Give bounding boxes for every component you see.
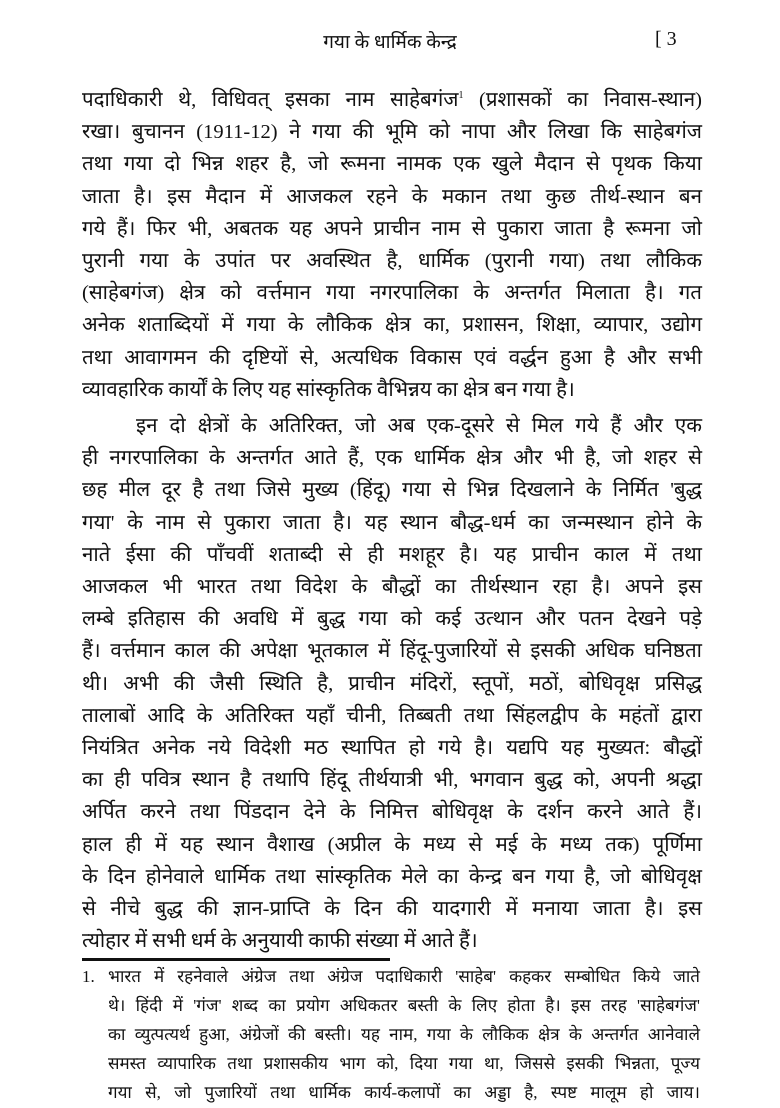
text-line: के दिन होनेवाले धार्मिक तथा सांस्कृतिक मेले का केन्द्र बन गया है, जो बोधिवृक्ष (82, 865, 702, 888)
text-line: पुरानी गया के उपांत पर अवस्थित है, धार्मिक (पुरानी गया) तथा लौकिक (82, 250, 702, 273)
text-line: नियंत्रित अनेक नये विदेशी मठ स्थापित हो गये है। यद्यपि यह मुख्यत: बौद्धों (82, 737, 702, 760)
text-segment: पदाधिकारी थे, विधिवत् इसका नाम साहेबगंज (82, 89, 459, 111)
footnote-line: का व्युत्पत्यर्थ हुआ, अंग्रेजों की बस्ती। यह नाम, गया के लौकिक क्षेत्र के अन्तर्गत आनेवाले (108, 1025, 700, 1044)
text-line: (साहेबगंज) क्षेत्र को वर्त्तमान गया नगरपालिका के अन्तर्गत मिलाता है। गत (82, 282, 702, 305)
text-line: गये हैं। फिर भी, अबतक यह अपने प्राचीन नाम से पुकारा जाता है रूमना जो (82, 217, 702, 240)
main-text (82, 84, 702, 961)
footnote-line: गया से, जो पुजारियों तथा धार्मिक कार्य-कलापों का अड्डा है, स्पष्ट मालूम हो जाय। (108, 1083, 700, 1102)
text-line: नाते ईसा की पाँचवीं शताब्दी से ही मशहूर है। यह प्राचीन काल में तथा (82, 543, 702, 566)
footnote-reference[interactable]: 1 (458, 90, 464, 101)
footnote-marker: 1. (82, 967, 95, 986)
footnote-line (82, 962, 700, 991)
text-line: अनेक शताब्दियों में गया के लौकिक क्षेत्र का, प्रशासन, शिक्षा, व्यापार, उद्योग (82, 314, 702, 337)
text-line: से नीचे बुद्ध की ज्ञान-प्राप्ति के दिन की यादगारी में मनाया जाता है। इस (82, 898, 702, 921)
text-line: ही नगरपालिका के अन्तर्गत आते हैं, एक धार्मिक क्षेत्र और भी है, जो शहर से (82, 447, 702, 470)
text-line: का ही पवित्र स्थान है तथापि हिंदू तीर्थयात्री भी, भगवान बुद्ध को, अपनी श्रद्धा (82, 769, 702, 792)
text-line: तालाबों आदि के अतिरिक्त यहाँ चीनी, तिब्बती तथा सिंहलद्वीप के महंतों द्वारा (82, 704, 702, 727)
text-line: जाता है। इस मैदान में आजकल रहने के मकान तथा कुछ तीर्थ-स्थान बन (82, 185, 702, 208)
text-line: लम्बे इतिहास की अवधि में बुद्ध गया को कई उत्थान और पतन देखने पड़े (82, 608, 702, 631)
text-segment: भारत में रहनेवाले अंग्रेज तथा अंग्रेज पदाधिकारी 'साहेब' कहकर सम्बोधित किये जाते (108, 967, 700, 986)
page-number: [ 3 (655, 28, 677, 50)
text-line: इन दो क्षेत्रों के अतिरिक्त, जो अब एक-दूसरे से मिल गये हैं और एक (136, 415, 702, 438)
text-line (82, 84, 702, 116)
text-line: व्यावहारिक कार्यों के लिए यह सांस्कृतिक वैभिन्नय का क्षेत्र बन गया है। (82, 378, 575, 401)
footnotes (82, 962, 700, 1107)
paragraph-2 (82, 410, 702, 957)
text-line: आजकल भी भारत तथा विदेश के बौद्धों का तीर्थस्थान रहा है। अपने इस (82, 576, 702, 599)
paragraph-1 (82, 84, 702, 406)
footnote-divider (82, 958, 390, 961)
text-line: गया' के नाम से पुकारा जाता है। यह स्थान बौद्ध-धर्म का जन्मस्थान होने के (82, 511, 702, 534)
page-header (0, 28, 780, 62)
text-line: रखा। बुचानन (1911-12) ने गया की भूमि को नापा और लिखा कि साहेबगंज (82, 121, 702, 144)
text-line: हैं। वर्त्तमान काल की अपेक्षा भूतकाल में हिंदू-पुजारियों से इसकी अधिक घनिष्ठता (82, 640, 702, 663)
footnote-line: थे। हिंदी में 'गंज' शब्द का प्रयोग अधिकतर बस्ती के लिए होता है। इस तरह 'साहेबगंज' (108, 996, 700, 1015)
text-line: छह मील दूर है तथा जिसे मुख्य (हिंदू) गया से भिन्न दिखलाने के निर्मित 'बुद्ध (82, 479, 702, 502)
footnote-line: समस्त व्यापारिक तथा प्रशासकीय भाग को, दिया गया था, जिससे इसकी भिन्नता, पूज्य (108, 1054, 700, 1073)
text-line: हाल ही में यह स्थान वैशाख (अप्रील के मध्य से मई के मध्य तक) पूर्णिमा (82, 833, 702, 856)
text-line: थी। अभी की जैसी स्थिति है, प्राचीन मंदिरों, स्तूपों, मठों, बोधिवृक्ष प्रसिद्ध (82, 672, 702, 695)
text-line: त्योहार में सभी धर्म के अनुयायी काफी संख्या में आते हैं। (82, 930, 478, 953)
text-line: तथा आवागमन की दृष्टियों से, अत्यधिक विकास एवं वर्द्धन हुआ है और सभी (82, 346, 702, 369)
running-title: गया के धार्मिक केन्द्र (323, 32, 457, 53)
text-segment: (प्रशासकों का निवास-स्थान) (463, 89, 702, 111)
text-line: तथा गया दो भिन्न शहर है, जो रूमना नामक एक खुले मैदान से पृथक किया (82, 153, 702, 176)
text-line: अर्पित करने तथा पिंडदान देने के निमित्त बोधिवृक्ष के दर्शन करने आते हैं। (82, 801, 702, 824)
